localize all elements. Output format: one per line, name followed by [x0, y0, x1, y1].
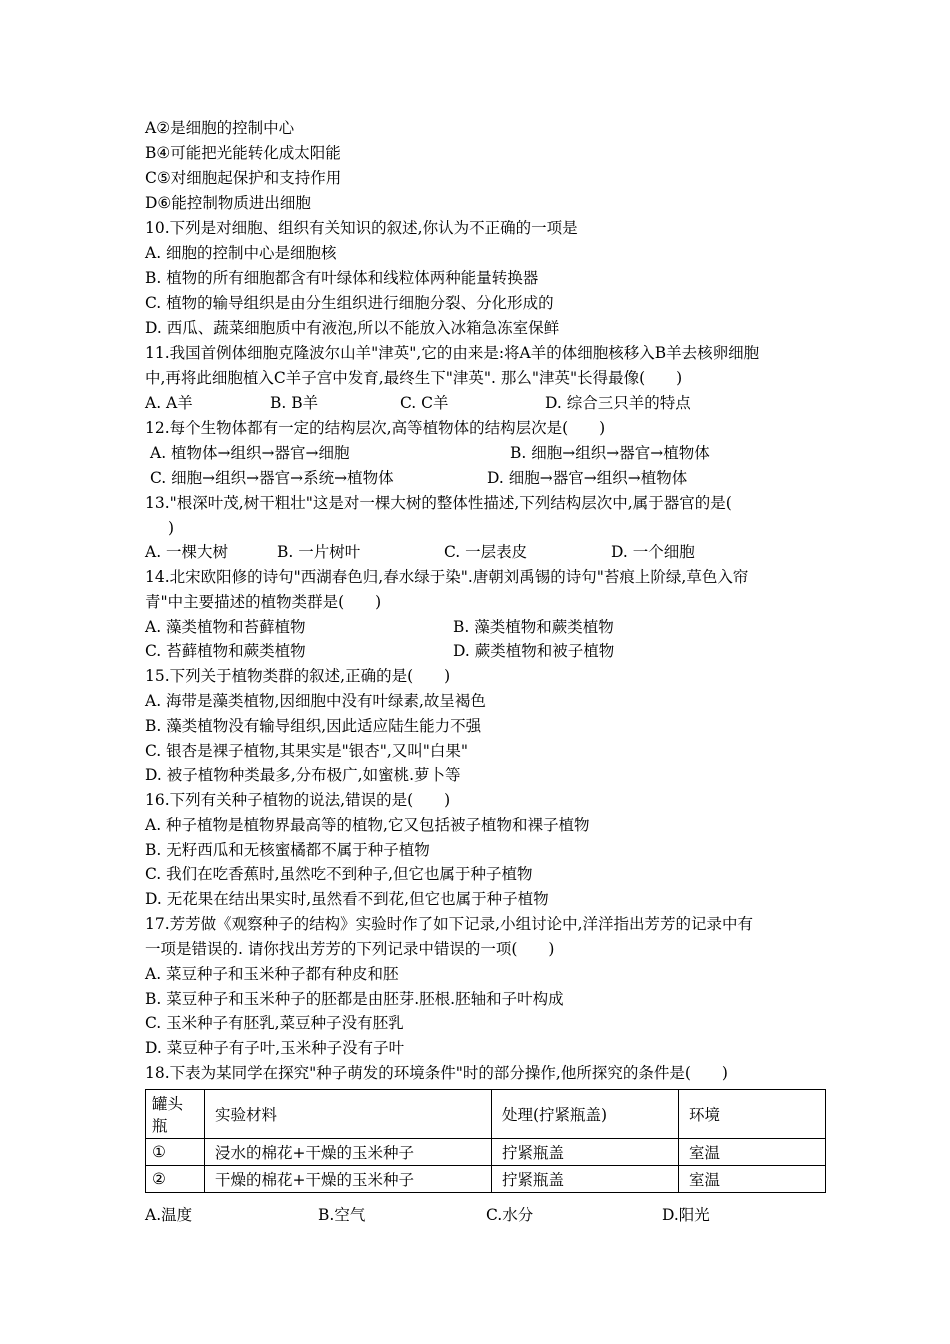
- q13-option-d: D. 一个细胞: [611, 543, 695, 561]
- q16-option-c: C. 我们在吃香蕉时,虽然吃不到种子,但它也属于种子植物: [145, 865, 533, 883]
- q16-option-a: A. 种子植物是植物界最高等的植物,它又包括被子植物和裸子植物: [145, 816, 590, 834]
- q13-option-a: A. 一棵大树: [145, 543, 229, 561]
- q14-stem-line2: 青"中主要描述的植物类群是( ): [145, 593, 382, 611]
- table-row: [146, 1139, 826, 1166]
- q13-option-c: C. 一层表皮: [444, 543, 528, 561]
- table-cell: 干燥的棉花+干燥的玉米种子: [205, 1166, 492, 1193]
- q10-option-d: D. 西瓜、蔬菜细胞质中有液泡,所以不能放入冰箱急冻室保鲜: [145, 319, 560, 337]
- q14-option-c: C. 苔藓植物和蕨类植物: [145, 642, 306, 660]
- experiment-table: [145, 1089, 826, 1193]
- q14-option-b: B. 藻类植物和蕨类植物: [453, 618, 614, 636]
- q18-stem: 18.下表为某同学在探究"种子萌发的环境条件"时的部分操作,他所探究的条件是( ): [145, 1064, 728, 1082]
- q10-option-b: B. 植物的所有细胞都含有叶绿体和线粒体两种能量转换器: [145, 269, 539, 287]
- q13-stem-line2: ): [168, 519, 175, 537]
- table-header-cell: 处理(拧紧瓶盖): [492, 1090, 679, 1139]
- q16-stem: 16.下列有关种子植物的说法,错误的是( ): [145, 791, 451, 809]
- q17-stem-line2: 一项是错误的. 请你找出芳芳的下列记录中错误的一项( ): [145, 940, 555, 958]
- q10-option-c: C. 植物的输导组织是由分生组织进行细胞分裂、分化形成的: [145, 294, 554, 312]
- q10-stem: 10.下列是对细胞、组织有关知识的叙述,你认为不正确的一项是: [145, 219, 578, 237]
- q17-option-c: C. 玉米种子有胚乳,菜豆种子没有胚乳: [145, 1014, 404, 1032]
- table-row: [146, 1166, 826, 1193]
- q9-option-d: D⑥能控制物质进出细胞: [145, 194, 311, 212]
- q12-option-c: C. 细胞→组织→器官→系统→植物体: [150, 469, 394, 487]
- q11-option-c: C. C羊: [400, 394, 449, 412]
- q13-option-b: B. 一片树叶: [277, 543, 361, 561]
- table-cell: ②: [146, 1166, 205, 1193]
- table-cell: 拧紧瓶盖: [492, 1139, 679, 1166]
- table-header-row: [146, 1090, 826, 1139]
- q9-option-a: A②是细胞的控制中心: [145, 119, 295, 137]
- q13-stem-line1: 13."根深叶茂,树干粗壮"这是对一棵大树的整体性描述,下列结构层次中,属于器官的是(: [145, 494, 732, 512]
- q9-option-c: C⑤对细胞起保护和支持作用: [145, 169, 342, 187]
- q16-option-b: B. 无籽西瓜和无核蜜橘都不属于种子植物: [145, 841, 430, 859]
- table-cell: 拧紧瓶盖: [492, 1166, 679, 1193]
- q11-stem-line1: 11.我国首例体细胞克隆波尔山羊"津英",它的由来是:将A羊的体细胞核移入B羊去核卵细胞: [145, 344, 760, 362]
- q12-option-b: B. 细胞→组织→器官→植物体: [510, 444, 710, 462]
- q12-option-a: A. 植物体→组织→器官→细胞: [150, 444, 350, 462]
- q16-option-d: D. 无花果在结出果实时,虽然看不到花,但它也属于种子植物: [145, 890, 549, 908]
- q15-option-c: C. 银杏是裸子植物,其果实是"银杏",又叫"白果": [145, 742, 469, 760]
- q11-stem-line2: 中,再将此细胞植入C羊子宫中发育,最终生下"津英". 那么"津英"长得最像( ): [145, 369, 683, 387]
- q14-stem-line1: 14.北宋欧阳修的诗句"西湖春色归,春水绿于染".唐朝刘禹锡的诗句"苔痕上阶绿,草色入帘: [145, 568, 749, 586]
- table-header-cell: 环境: [679, 1090, 826, 1139]
- table-header-cell: 实验材料: [205, 1090, 492, 1139]
- q10-option-a: A. 细胞的控制中心是细胞核: [145, 244, 337, 262]
- q15-option-b: B. 藻类植物没有输导组织,因此适应陆生能力不强: [145, 717, 482, 735]
- q17-option-b: B. 菜豆种子和玉米种子的胚都是由胚芽.胚根.胚轴和子叶构成: [145, 990, 564, 1008]
- q9-option-b: B④可能把光能转化成太阳能: [145, 144, 341, 162]
- q12-stem: 12.每个生物体都有一定的结构层次,高等植物体的结构层次是( ): [145, 419, 606, 437]
- q18-option-a: A.温度: [145, 1206, 193, 1224]
- q14-option-a: A. 藻类植物和苔藓植物: [145, 618, 306, 636]
- q11-option-d: D. 综合三只羊的特点: [545, 394, 691, 412]
- q17-option-d: D. 菜豆种子有子叶,玉米种子没有子叶: [145, 1039, 405, 1057]
- table-cell: ①: [146, 1139, 205, 1166]
- table-cell: 浸水的棉花+干燥的玉米种子: [205, 1139, 492, 1166]
- q18-option-b: B.空气: [318, 1206, 366, 1224]
- q15-option-d: D. 被子植物种类最多,分布极广,如蜜桃.萝卜等: [145, 766, 461, 784]
- table-cell: 室温: [679, 1166, 826, 1193]
- q14-option-d: D. 蕨类植物和被子植物: [453, 642, 615, 660]
- table-header-cell: 罐头瓶: [146, 1090, 205, 1139]
- q11-option-a: A. A羊: [145, 394, 193, 412]
- q12-option-d: D. 细胞→器官→组织→植物体: [487, 469, 688, 487]
- table-cell: 室温: [679, 1139, 826, 1166]
- q15-stem: 15.下列关于植物类群的叙述,正确的是( ): [145, 667, 451, 685]
- q18-option-c: C.水分: [486, 1206, 534, 1224]
- q18-option-d: D.阳光: [662, 1206, 710, 1224]
- q15-option-a: A. 海带是藻类植物,因细胞中没有叶绿素,故呈褐色: [145, 692, 486, 710]
- q11-option-b: B. B羊: [270, 394, 319, 412]
- q17-option-a: A. 菜豆种子和玉米种子都有种皮和胚: [145, 965, 399, 983]
- q17-stem-line1: 17.芳芳做《观察种子的结构》实验时作了如下记录,小组讨论中,洋洋指出芳芳的记录中有: [145, 915, 754, 933]
